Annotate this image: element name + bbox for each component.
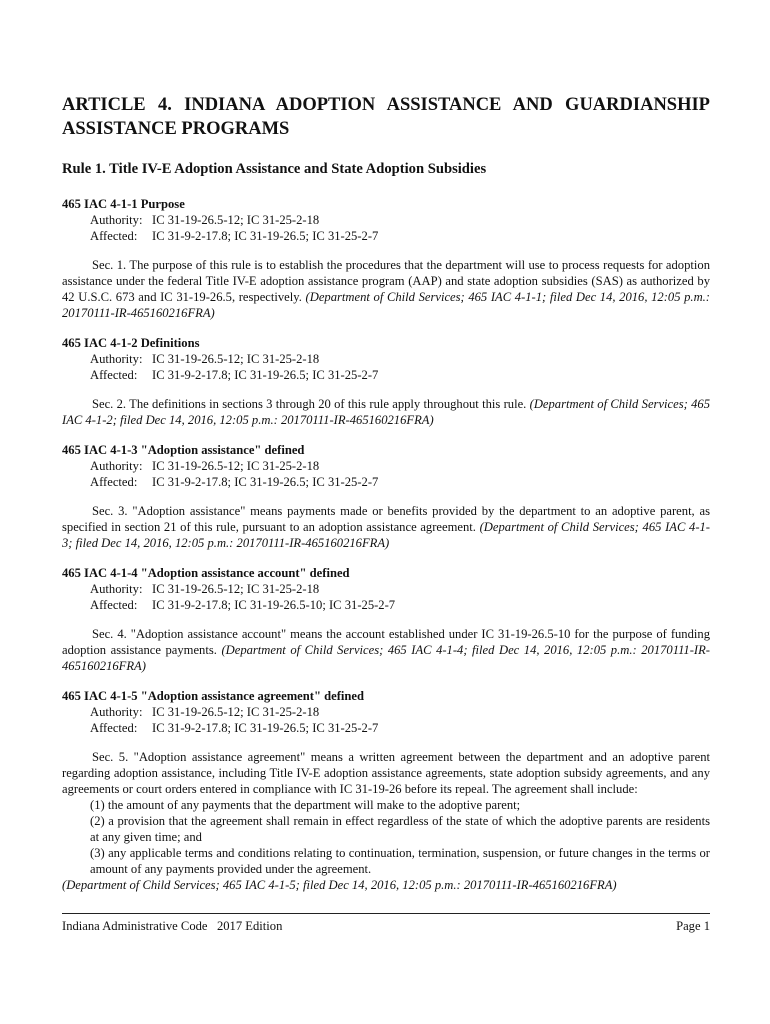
authority-value: IC 31-19-26.5-12; IC 31-25-2-18 [152, 213, 320, 227]
rule-title: Rule 1. Title IV-E Adoption Assistance and State Adoption Subsidies [62, 161, 487, 177]
list-item: (1) the amount of any payments that the department will make to the adoptive parent; [90, 798, 521, 812]
section-4-1-5 [62, 688, 710, 893]
authority-line [62, 458, 710, 474]
authority-label: Authority: [90, 213, 143, 227]
page-footer [62, 913, 710, 934]
authority-line [62, 581, 710, 597]
affected-line [62, 228, 710, 244]
affected-label: Affected: [90, 598, 138, 612]
section-citation: (Department of Child Services; 465 IAC 4-1-3; filed Dec 14, 2016, 12:05 p.m.: 20170111-IR-465160216FRA) [62, 520, 710, 550]
section-citation: (Department of Child Services; 465 IAC 4-1-2; filed Dec 14, 2016, 12:05 p.m.: 20170111-IR-465160216FRA) [62, 397, 710, 427]
authority-line [62, 351, 710, 367]
affected-label: Affected: [90, 475, 138, 489]
authority-label: Authority: [90, 582, 143, 596]
section-4-1-1 [62, 196, 710, 321]
affected-value: IC 31-9-2-17.8; IC 31-19-26.5; IC 31-25-2-7 [152, 721, 379, 735]
list-item: (2) a provision that the agreement shall remain in effect regardless of the state of which the adoptive parents are residents at any given time; and [90, 814, 710, 844]
affected-label: Affected: [90, 229, 138, 243]
affected-value: IC 31-9-2-17.8; IC 31-19-26.5-10; IC 31-25-2-7 [152, 598, 396, 612]
affected-value: IC 31-9-2-17.8; IC 31-19-26.5; IC 31-25-2-7 [152, 475, 379, 489]
list-item: (3) any applicable terms and conditions relating to continuation, termination, suspension, or future changes in the terms or amount of any payments provided under the agreement. [90, 846, 710, 876]
section-heading: 465 IAC 4-1-3 "Adoption assistance" defined [62, 443, 305, 457]
section-body [62, 257, 710, 321]
section-citation: (Department of Child Services; 465 IAC 4-1-4; filed Dec 14, 2016, 12:05 p.m.: 20170111-IR-465160216FRA) [62, 643, 710, 673]
authority-value: IC 31-19-26.5-12; IC 31-25-2-18 [152, 459, 320, 473]
authority-label: Authority: [90, 352, 143, 366]
section-text: Sec. 2. The definitions in sections 3 through 20 of this rule apply throughout this rule. [92, 397, 527, 411]
authority-value: IC 31-19-26.5-12; IC 31-25-2-18 [152, 352, 320, 366]
section-citation: (Department of Child Services; 465 IAC 4-1-5; filed Dec 14, 2016, 12:05 p.m.: 20170111-IR-465160216FRA) [62, 878, 617, 892]
section-heading: 465 IAC 4-1-1 Purpose [62, 197, 185, 211]
section-4-1-2 [62, 335, 710, 428]
section-text: Sec. 1. The purpose of this rule is to establish the procedures that the department will use to process requests for adoption assistance under the federal Title IV-E adoption assistance program (AAP) and state adoption subsidies (SAS) as authorized by 42 U.S.C. 673 and IC 31-19-26.5, respectively. [62, 258, 710, 304]
affected-label: Affected: [90, 721, 138, 735]
section-heading: 465 IAC 4-1-5 "Adoption assistance agreement" defined [62, 689, 364, 703]
section-text: Sec. 5. "Adoption assistance agreement" means a written agreement between the department and an adoptive parent regarding adoption assistance, including Title IV-E adoption assistance agreements, state adoption subsidy agreements, and any agreements or court orders entered in compliance with IC 31-19-26 before its repeal. The agreement shall include: [62, 750, 710, 796]
affected-line [62, 720, 710, 736]
article-title: ARTICLE 4. INDIANA ADOPTION ASSISTANCE AND GUARDIANSHIP ASSISTANCE PROGRAMS [62, 95, 710, 139]
affected-line [62, 474, 710, 490]
section-body [62, 396, 710, 428]
authority-label: Authority: [90, 459, 143, 473]
document-page [62, 93, 710, 893]
section-4-1-3 [62, 442, 710, 551]
affected-line [62, 367, 710, 383]
section-text: Sec. 3. "Adoption assistance" means payments made or benefits provided by the department to an adoptive parent, as specified in section 21 of this rule, pursuant to an adoption assistance agreement. [62, 504, 710, 534]
authority-label: Authority: [90, 705, 143, 719]
section-body [62, 503, 710, 551]
sections-list [62, 196, 710, 893]
section-heading: 465 IAC 4-1-4 "Adoption assistance account" defined [62, 566, 350, 580]
affected-line [62, 597, 710, 613]
affected-value: IC 31-9-2-17.8; IC 31-19-26.5; IC 31-25-2-7 [152, 229, 379, 243]
section-heading: 465 IAC 4-1-2 Definitions [62, 336, 200, 350]
footer-edition: Indiana Administrative Code 2017 Edition [62, 919, 283, 933]
affected-value: IC 31-9-2-17.8; IC 31-19-26.5; IC 31-25-2-7 [152, 368, 379, 382]
section-citation: (Department of Child Services; 465 IAC 4-1-1; filed Dec 14, 2016, 12:05 p.m.: 20170111-IR-465160216FRA) [62, 290, 711, 320]
page-number: Page 1 [676, 919, 710, 933]
section-text: Sec. 4. "Adoption assistance account" means the account established under IC 31-19-26.5-10 for the purpose of funding adoption assistance payments. [62, 627, 710, 657]
section-body [62, 626, 710, 674]
section-4-1-4 [62, 565, 710, 674]
affected-label: Affected: [90, 368, 138, 382]
authority-line [62, 212, 710, 228]
authority-value: IC 31-19-26.5-12; IC 31-25-2-18 [152, 582, 320, 596]
authority-value: IC 31-19-26.5-12; IC 31-25-2-18 [152, 705, 320, 719]
authority-line [62, 704, 710, 720]
